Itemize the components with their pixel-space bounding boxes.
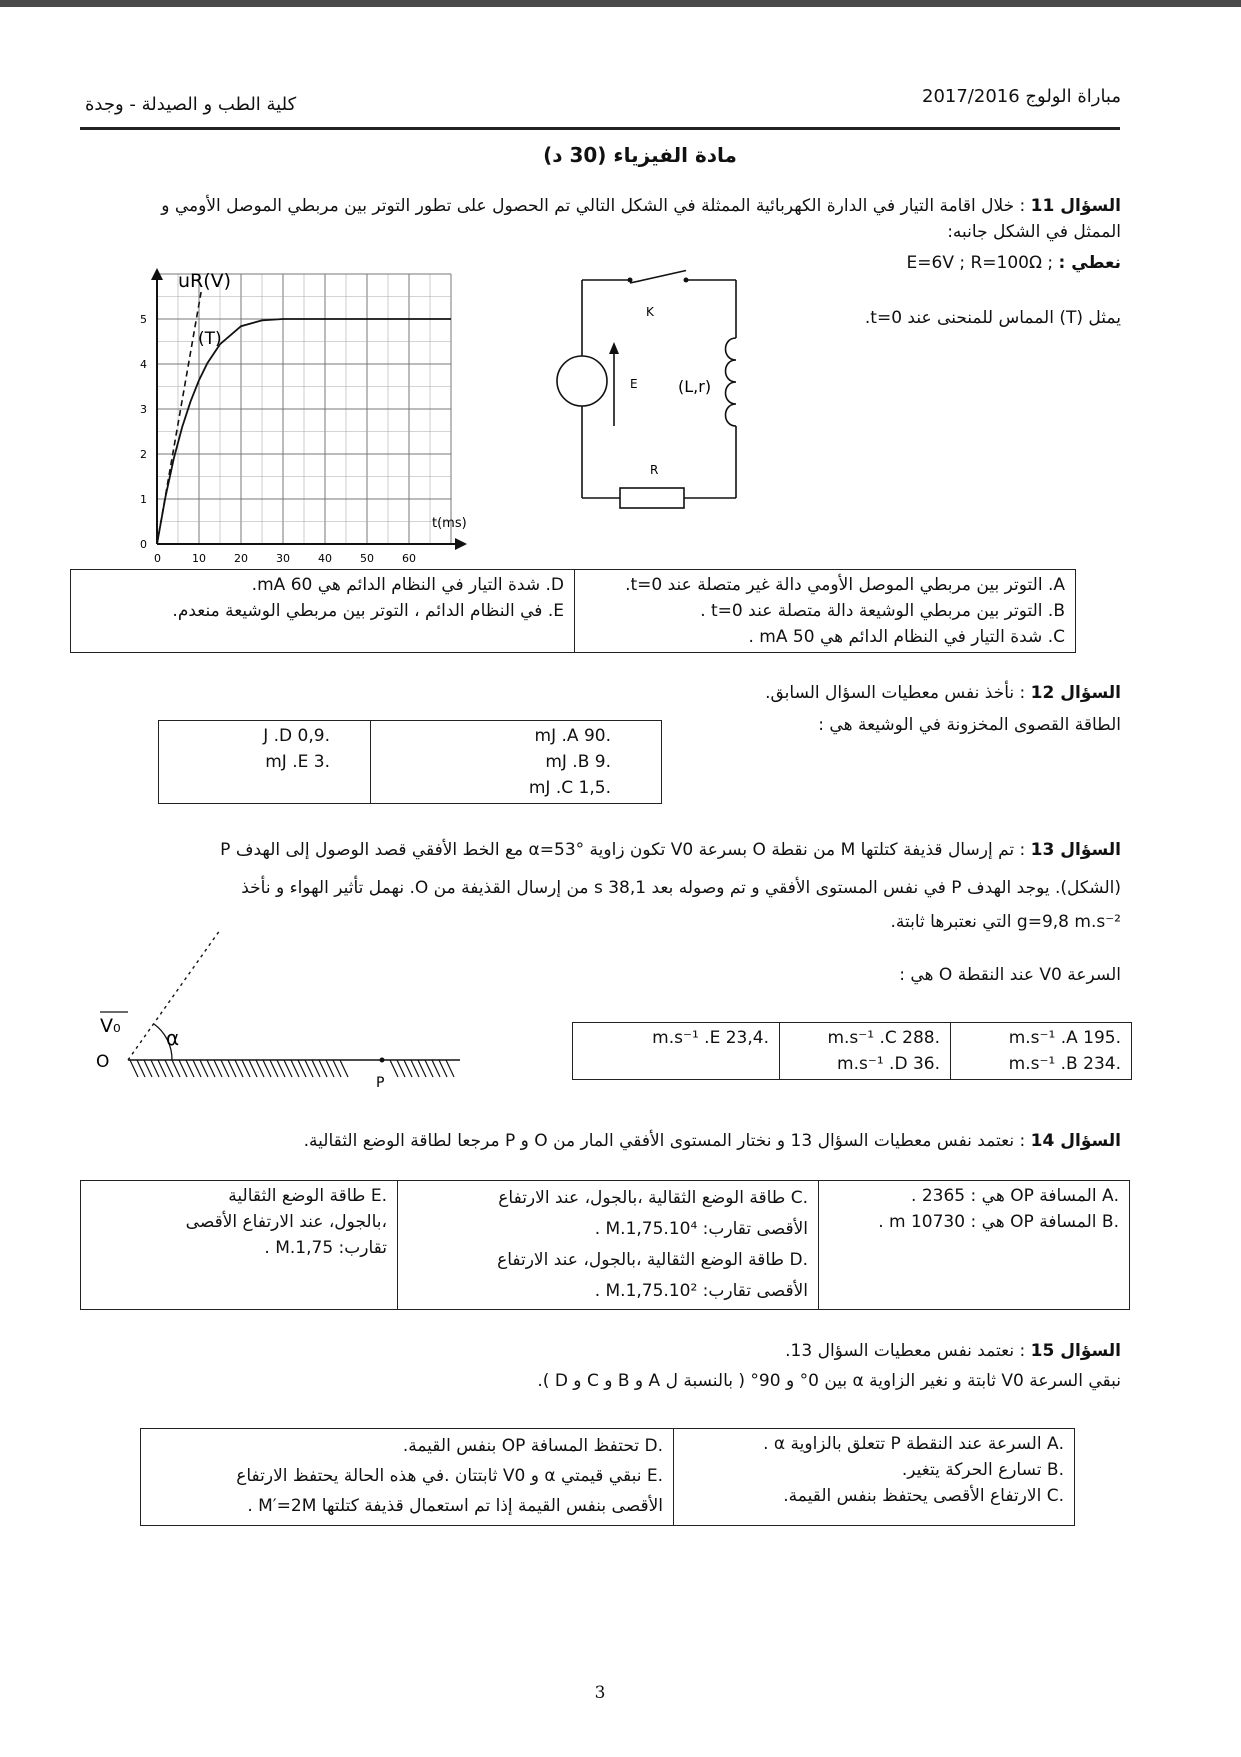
q15-option-b[interactable]: .B تسارع الحركة يتغير.: [901, 1460, 1064, 1480]
coil-label-visible: (L,r): [678, 377, 712, 396]
hatch-line: [186, 1060, 194, 1077]
q11-text: : خلال اقامة التيار في الدارة الكهربائية الممثلة في الشكل التالي تم الحصول على تطور التوتر بين مربطي الموصل الأومي و الممثل في الشكل جانبه:: [161, 196, 1121, 242]
q12-option-b[interactable]: .9 mJ .B: [545, 752, 611, 772]
switch-contact-right: [684, 278, 689, 283]
q15-statement: [785, 1338, 1121, 1364]
q15-options-left: [141, 1429, 674, 1526]
q13-option-a[interactable]: .195 m.s⁻¹ .A: [1008, 1028, 1121, 1048]
x-tick-label: 0: [154, 552, 161, 565]
y-tick-label: 0: [140, 538, 147, 551]
hatch-line: [137, 1060, 145, 1077]
q15-option-e[interactable]: .E نبقي قيمتي α و V0 ثابتتان .في هذه الحالة يحتفظ الارتفاع: [236, 1466, 663, 1486]
hatch-line: [263, 1060, 271, 1077]
y-tick-labels: [140, 313, 147, 551]
hatch-line: [193, 1060, 201, 1077]
hatch-line: [242, 1060, 250, 1077]
q14-option-c[interactable]: .C طاقة الوضع الثقالية ،بالجول، عند الارتفاع: [498, 1188, 808, 1208]
q13-trajectory-figure: [90, 925, 470, 1095]
velocity-label: V₀: [100, 1015, 121, 1037]
y-tick-label: 1: [140, 493, 147, 506]
origin-label: O: [96, 1052, 110, 1072]
q13-line1: : تم إرسال قذيفة كتلتها M من نقطة O بسرعة V0 تكون زاوية α=53° مع الخط الأفقي قصد الوصول إلى الهدف P: [220, 840, 1026, 860]
switch-contact-left: [628, 278, 633, 283]
q14-option-b[interactable]: .B المسافة OP هي : 10730 m .: [878, 1212, 1119, 1232]
hatch-line: [446, 1060, 454, 1077]
chart-xlabel: t(ms): [432, 516, 467, 531]
q11-options-left: [71, 570, 575, 653]
hatch-line: [207, 1060, 215, 1077]
hatch-line: [228, 1060, 236, 1077]
q15-options-right: [674, 1429, 1075, 1526]
y-tick-label: 2: [140, 448, 147, 461]
q15-option-a[interactable]: .A السرعة عند النقطة P تتعلق بالزاوية α .: [763, 1434, 1064, 1454]
q11-option-d[interactable]: D. شدة التيار في النظام الدائم هي 60 mA.: [251, 575, 564, 595]
hatch-line: [158, 1060, 166, 1077]
q13-col-cd: [780, 1023, 951, 1080]
hatch-line: [312, 1060, 320, 1077]
ground-hatching: [130, 1060, 454, 1077]
q15-options-table: [140, 1428, 1075, 1526]
y-tick-label: 4: [140, 358, 147, 371]
q14-label: السؤال 14: [1030, 1131, 1121, 1151]
y-tick-label: 3: [140, 403, 147, 416]
q12-question: الطاقة القصوى المخزونة في الوشيعة هي :: [818, 715, 1121, 735]
q11-label: السؤال 11: [1030, 196, 1121, 216]
hatch-line: [333, 1060, 341, 1077]
q15-option-c[interactable]: .C الارتفاع الأقصى يحتفظ بنفس القيمة.: [783, 1486, 1064, 1506]
hatch-line: [390, 1060, 398, 1077]
q15-option-d[interactable]: .D تحتفظ المسافة OP بنفس القيمة.: [402, 1436, 663, 1456]
q13-option-c[interactable]: .288 m.s⁻¹ .C: [827, 1028, 940, 1048]
hatch-line: [144, 1060, 152, 1077]
hatch-line: [270, 1060, 278, 1077]
q12-text: : نأخذ نفس معطيات السؤال السابق.: [765, 683, 1026, 703]
hatch-line: [256, 1060, 264, 1077]
x-tick-label: 50: [360, 552, 374, 565]
q12-options-left: [159, 721, 371, 804]
x-tick-label: 60: [402, 552, 416, 565]
q13-line3: g=9,8 m.s⁻² التي نعتبرها ثابتة.: [890, 912, 1121, 932]
x-tick-label: 40: [318, 552, 332, 565]
q13-option-b[interactable]: .234 m.s⁻¹ .B: [1008, 1054, 1121, 1074]
q15-label: السؤال 15: [1030, 1341, 1121, 1361]
x-axis-arrow: [455, 538, 467, 550]
emf-arrowhead: [609, 342, 619, 354]
coil: [726, 338, 737, 426]
header-rule: [80, 127, 1120, 130]
q13-options-table: [572, 1022, 1132, 1080]
hatch-line: [221, 1060, 229, 1077]
source-label: E: [630, 377, 638, 391]
page-title: مادة الفيزياء (30 د): [543, 143, 737, 167]
x-tick-label: 30: [276, 552, 290, 565]
hatch-line: [277, 1060, 285, 1077]
hatch-line: [179, 1060, 187, 1077]
hatch-line: [340, 1060, 348, 1077]
q14-col-ab: [819, 1181, 1130, 1310]
q15-line2: نبقي السرعة V0 ثابتة و نغير الزاوية α بين 0° و 90° ( بالنسبة ل A و B و C و D ).: [537, 1371, 1121, 1391]
resistor-label: R: [650, 463, 659, 477]
q14-option-a[interactable]: .A المسافة OP هي : 2365 .: [911, 1186, 1119, 1206]
target-label: P: [376, 1075, 385, 1091]
scan-top-border: [0, 0, 1241, 7]
x-tick-label: 20: [234, 552, 248, 565]
q12-label: السؤال 12: [1030, 683, 1121, 703]
hatch-line: [418, 1060, 426, 1077]
hatch-line: [397, 1060, 405, 1077]
hatch-line: [319, 1060, 327, 1077]
q13-option-d[interactable]: .36 m.s⁻¹ .D: [837, 1054, 940, 1074]
q14-statement: [111, 1128, 1121, 1154]
q12-statement: [765, 680, 1121, 706]
q13-col-e: [573, 1023, 780, 1080]
hatch-line: [326, 1060, 334, 1077]
q13-col-ab: [951, 1023, 1132, 1080]
chart-grid: [157, 274, 451, 544]
hatch-line: [130, 1060, 138, 1077]
q14-option-d[interactable]: .D طاقة الوضع الثقالية ،بالجول، عند الارتفاع: [497, 1250, 808, 1270]
target-point: [380, 1058, 385, 1063]
y-tick-label: 5: [140, 313, 147, 326]
tangent-label: (T): [198, 329, 222, 349]
q12-option-d[interactable]: .0,9 J .D: [263, 726, 330, 746]
hatch-line: [235, 1060, 243, 1077]
q11-given-values: E=6V ; R=100Ω ;: [906, 253, 1054, 273]
q11-statement: [111, 193, 1121, 245]
q15-text: : نعتمد نفس معطيات السؤال 13.: [785, 1341, 1026, 1361]
hatch-line: [411, 1060, 419, 1077]
q14-text: : نعتمد نفس معطيات السؤال 13 و نختار المستوى الأفقي المار من O و P مرجعا لطاقة الوضع الثقالية.: [303, 1131, 1026, 1151]
q14-col-e: [81, 1181, 398, 1310]
q14-option-c-value: الأقصى تقارب: 1,75.10⁴.M .: [594, 1219, 808, 1239]
hatch-line: [404, 1060, 412, 1077]
hatch-line: [425, 1060, 433, 1077]
hatch-line: [432, 1060, 440, 1077]
q11-options-table: [70, 569, 1076, 653]
q12-option-a[interactable]: .90 mJ .A: [534, 726, 611, 746]
q11-options-right: [575, 570, 1076, 653]
hatch-line: [151, 1060, 159, 1077]
q11-given-label: نعطي :: [1058, 253, 1121, 273]
hatch-line: [305, 1060, 313, 1077]
q14-option-e-line2: ،بالجول، عند الارتفاع الأقصى: [185, 1212, 387, 1232]
q11-voltage-chart: [130, 262, 470, 580]
q14-option-e[interactable]: .E طاقة الوضع الثقالية: [228, 1186, 387, 1206]
q14-col-cd: [398, 1181, 819, 1310]
q13-question: السرعة V0 عند النقطة O هي :: [899, 965, 1121, 985]
hatch-line: [291, 1060, 299, 1077]
q13-line2: (الشكل). يوجد الهدف P في نفس المستوى الأفقي و تم وصوله بعد 38,1 s من إرسال القذيفة من O. نهمل تأثير الهواء و نأخذ: [241, 878, 1121, 898]
q13-statement: [111, 833, 1121, 867]
switch-label: K: [646, 305, 654, 319]
hatch-line: [249, 1060, 257, 1077]
q12-options-table: [158, 720, 662, 804]
header-faculty: كلية الطب و الصيدلة - وجدة: [85, 94, 297, 115]
q11-option-b[interactable]: B. التوتر بين مربطي الوشيعة دالة متصلة عند t=0 .: [700, 601, 1065, 621]
hatch-line: [172, 1060, 180, 1077]
q11-option-e[interactable]: E. في النظام الدائم ، التوتر بين مربطي الوشيعة منعدم.: [172, 601, 564, 621]
resistor: [620, 488, 684, 508]
q15-option-e-line2: الأقصى بنفس القيمة إذا تم استعمال قذيفة كتلتها M′=2M .: [247, 1496, 663, 1516]
header-exam-title: مباراة الولوج 2017/2016: [922, 86, 1121, 107]
hatch-line: [165, 1060, 173, 1077]
q13-option-e[interactable]: .23,4 m.s⁻¹ .E: [652, 1028, 769, 1048]
hatch-line: [298, 1060, 306, 1077]
q11-tangent-note: يمثل (T) المماس للمنحنى عند t=0.: [864, 308, 1121, 328]
x-tick-label: 10: [192, 552, 206, 565]
q12-options-right: [371, 721, 662, 804]
q12-option-e[interactable]: .3 mJ .E: [265, 752, 330, 772]
q13-label: السؤال 13: [1030, 840, 1121, 860]
page-number: 3: [594, 1683, 606, 1703]
q14-options-table: [80, 1180, 1130, 1310]
angle-label: α: [166, 1026, 180, 1050]
q14-option-d-value: الأقصى تقارب: 1,75.10².M .: [594, 1281, 808, 1301]
hatch-line: [284, 1060, 292, 1077]
hatch-line: [214, 1060, 222, 1077]
x-tick-labels: [154, 552, 416, 565]
q11-option-a[interactable]: A. التوتر بين مربطي الموصل الأومي دالة غير متصلة عند t=0.: [625, 575, 1065, 595]
switch-blade: [630, 271, 686, 284]
q12-option-c[interactable]: .1,5 mJ .C: [528, 778, 611, 798]
q14-option-e-value: تقارب: 1,75.M .: [264, 1238, 387, 1258]
source: [557, 356, 607, 406]
hatch-line: [439, 1060, 447, 1077]
q11-given: [907, 250, 1121, 276]
q11-circuit-diagram: [550, 268, 750, 528]
chart-ylabel: uR(V): [178, 270, 232, 292]
hatch-line: [200, 1060, 208, 1077]
q11-option-c[interactable]: C. شدة التيار في النظام الدائم هي 50 mA .: [748, 627, 1065, 647]
